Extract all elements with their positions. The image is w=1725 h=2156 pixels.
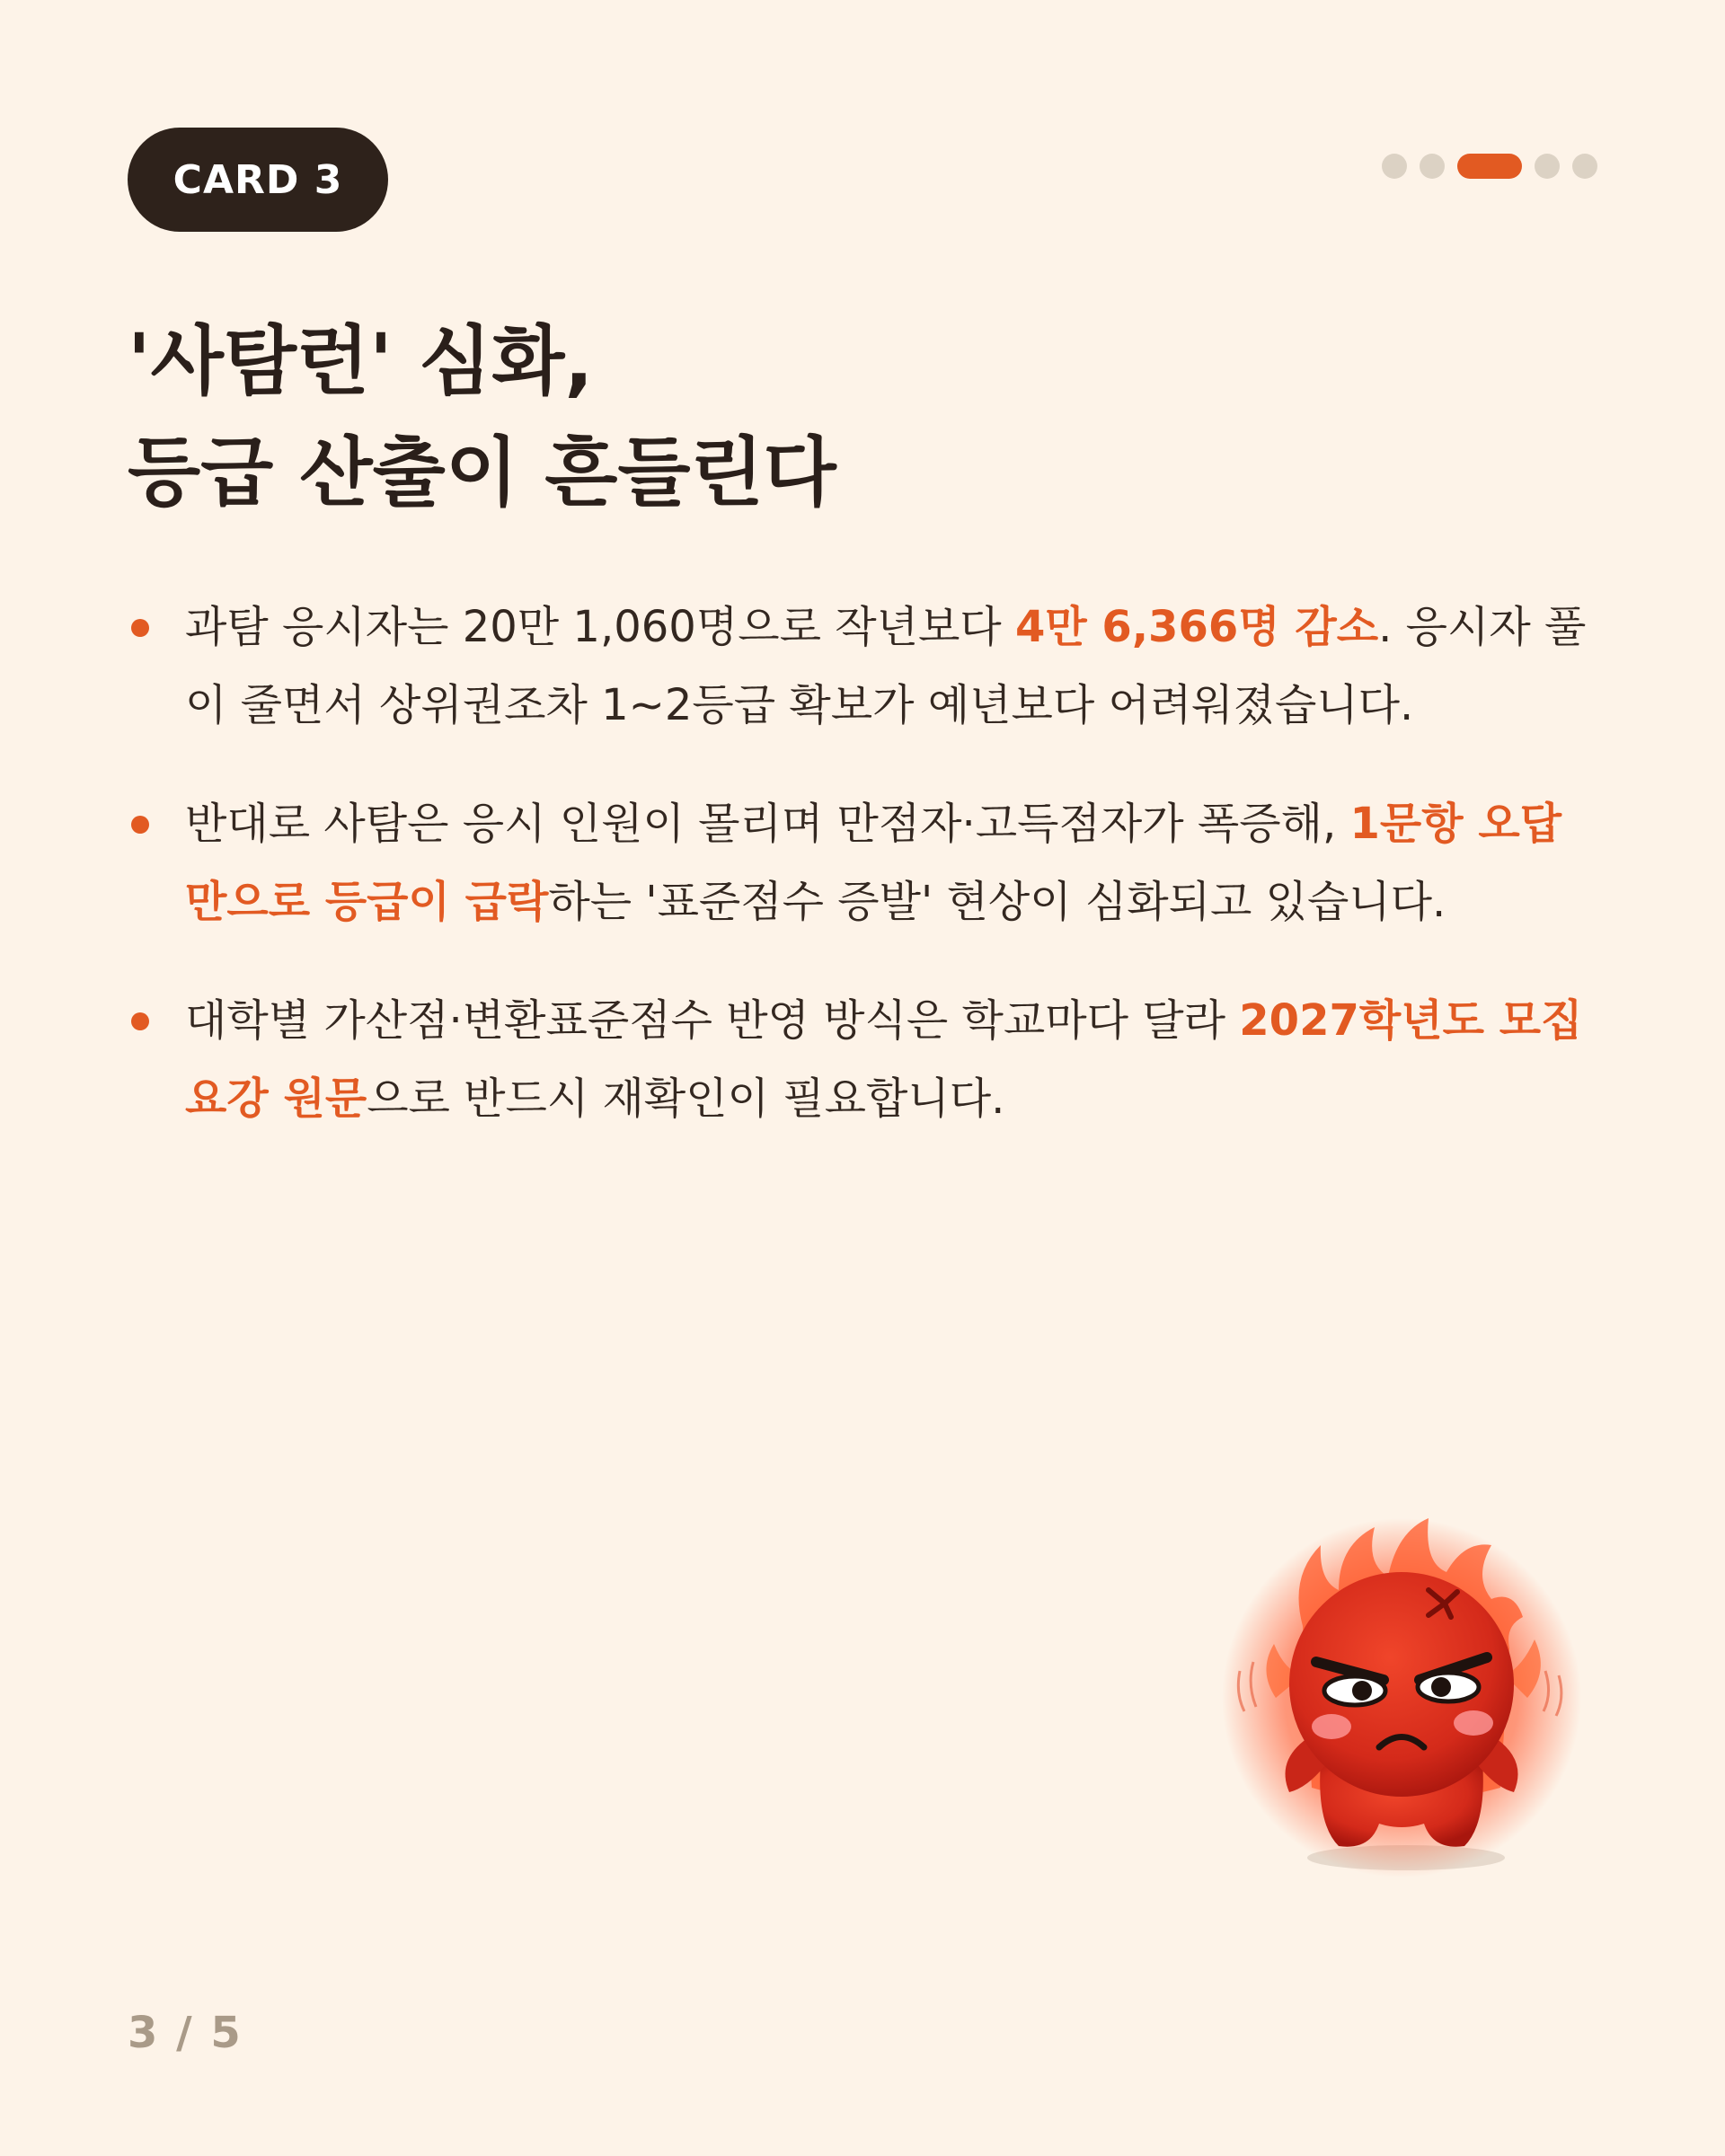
pagination-dots xyxy=(1382,153,1597,180)
headline-line-1: '사탐런' 심화, xyxy=(128,317,594,405)
card-badge-label: CARD 3 xyxy=(172,156,343,203)
bullet-dot-icon xyxy=(131,619,149,637)
pagination-dot-3-active[interactable] xyxy=(1457,154,1522,179)
bullet-highlight: 1문항 오답만으로 등급이 급락 xyxy=(185,799,1562,927)
bullet-item-3 xyxy=(128,982,1601,1138)
bullet-list xyxy=(128,588,1601,1179)
page-counter: 3 / 5 xyxy=(128,2008,243,2058)
bullet-highlight: 4만 6,366명 감소 xyxy=(1014,602,1379,652)
pagination-dot-1[interactable] xyxy=(1382,154,1407,179)
bullet-text: . 응시자 풀이 줄면서 상위권조차 1~2등급 확보가 예년보다 어려워졌습니다. xyxy=(185,602,1587,730)
bullet-dot-icon xyxy=(131,1012,149,1030)
bullet-text: 대학별 가산점·변환표준점수 반영 방식은 학교마다 달라 xyxy=(185,995,1240,1046)
pagination-dot-4[interactable] xyxy=(1535,154,1560,179)
card-badge xyxy=(128,128,388,232)
pagination-dot-5[interactable] xyxy=(1572,154,1597,179)
bullet-item-1 xyxy=(128,588,1601,745)
bullet-dot-icon xyxy=(131,816,149,834)
headline-line-2: 등급 산출이 흔들린다 xyxy=(128,429,836,517)
pagination-dot-2[interactable] xyxy=(1420,154,1445,179)
angry-fire-character-icon xyxy=(1204,1491,1599,1886)
bullet-text: 반대로 사탐은 응시 인원이 몰리며 만점자·고득점자가 폭증해, xyxy=(185,799,1350,849)
bullet-text: 하는 '표준점수 증발' 현상이 심화되고 있습니다. xyxy=(548,877,1446,927)
bullet-text: 과탐 응시자는 20만 1,060명으로 작년보다 xyxy=(185,602,1015,652)
bullet-text: 으로 반드시 재확인이 필요합니다. xyxy=(367,1074,1005,1124)
bullet-highlight: 2027학년도 모집요강 원문 xyxy=(185,995,1583,1124)
headline xyxy=(128,305,1601,528)
bullet-item-2 xyxy=(128,785,1601,941)
